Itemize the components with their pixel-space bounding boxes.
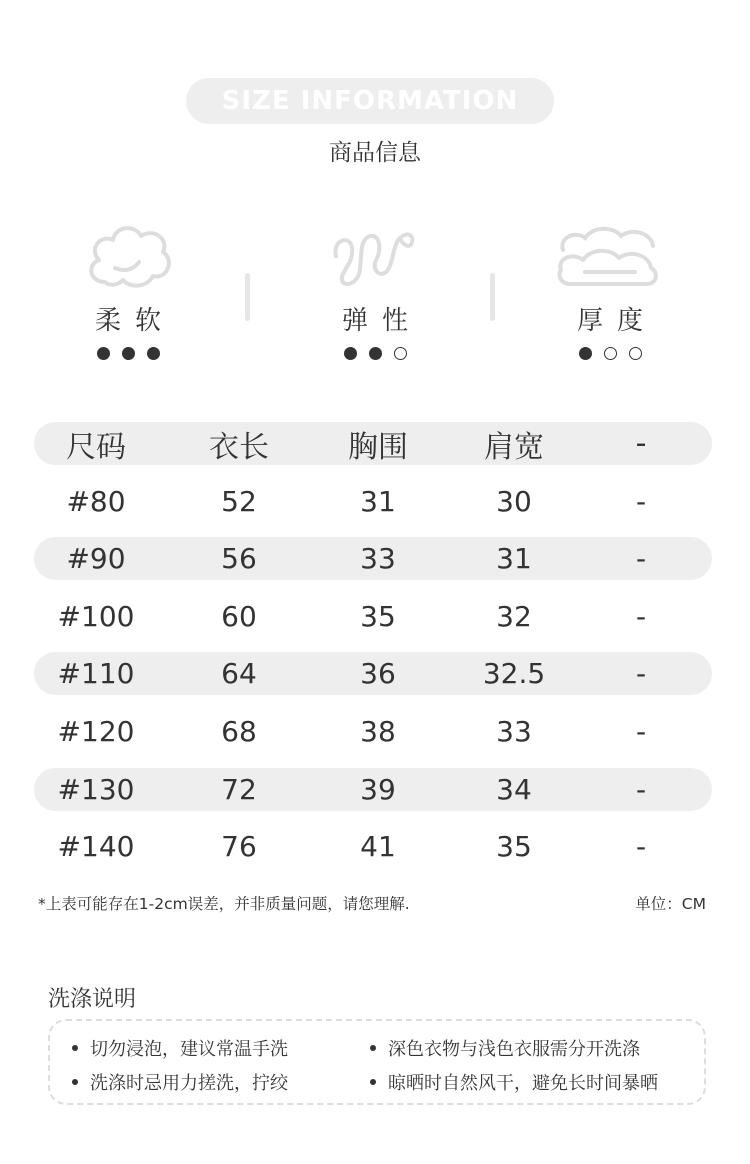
rating-dots (520, 347, 700, 360)
bullet-icon (72, 1079, 78, 1085)
table-row (34, 595, 712, 638)
bullet-icon (72, 1045, 78, 1051)
cell-size: #80 (66, 484, 126, 518)
washing-item (370, 1035, 640, 1061)
washing-item-text: 晾晒时自然风干，避免长时间暴晒 (388, 1073, 658, 1094)
bullet-icon (370, 1079, 376, 1085)
rating-dot-empty (394, 347, 407, 360)
cell-shoulder: 30 (496, 484, 532, 518)
cell-extra: - (635, 657, 647, 691)
feature-softness (38, 220, 218, 360)
column-header-length: 衣长 (209, 429, 269, 465)
cell-size: #110 (57, 657, 135, 691)
cell-size: #140 (57, 830, 135, 864)
cell-length: 60 (221, 599, 257, 633)
cell-chest: 31 (360, 484, 396, 518)
cell-chest: 38 (360, 714, 396, 748)
washing-item (72, 1069, 288, 1095)
rating-dot-empty (629, 347, 642, 360)
cell-length: 64 (221, 657, 257, 691)
column-header-size: 尺码 (66, 429, 126, 465)
table-header-row (34, 422, 712, 465)
cell-shoulder: 34 (496, 772, 532, 806)
cell-extra: - (635, 830, 647, 864)
cell-shoulder: 32.5 (482, 657, 546, 691)
washing-item-text: 切勿浸泡，建议常温手洗 (90, 1039, 288, 1060)
cell-size: #130 (57, 772, 135, 806)
feature-elasticity (285, 220, 465, 360)
table-row (34, 710, 712, 753)
cell-chest: 36 (360, 657, 396, 691)
divider (490, 273, 495, 321)
cell-chest: 39 (360, 772, 396, 806)
feature-label: 弹性 (341, 306, 422, 336)
feature-thickness (520, 220, 700, 360)
table-row (34, 825, 712, 868)
cell-extra: - (635, 484, 647, 518)
rating-dots (38, 347, 218, 360)
rating-dot-empty (604, 347, 617, 360)
washing-title: 洗涤说明 (48, 987, 137, 1012)
divider (245, 273, 250, 321)
washing-item (370, 1069, 658, 1095)
unit-label: 单位：CM (635, 895, 706, 913)
cell-extra: - (635, 599, 647, 633)
column-header-chest: 胸围 (348, 429, 408, 465)
table-row (34, 652, 712, 695)
cell-extra: - (635, 714, 647, 748)
column-header-extra: - (635, 426, 647, 461)
cell-length: 72 (221, 772, 257, 806)
cell-chest: 33 (360, 542, 396, 576)
cell-length: 56 (221, 542, 257, 576)
feature-label: 柔软 (94, 306, 175, 336)
rating-dot-filled (579, 347, 592, 360)
washing-instructions-box (48, 1019, 706, 1105)
cloud-icon (38, 220, 218, 292)
cell-chest: 41 (360, 830, 396, 864)
spring-icon (285, 220, 465, 292)
size-information-title: SIZE INFORMATION (186, 78, 554, 124)
cell-length: 52 (221, 484, 257, 518)
cell-length: 76 (221, 830, 257, 864)
table-row (34, 537, 712, 580)
column-header-shoulder: 肩宽 (484, 429, 544, 465)
page-subtitle: 商品信息 (329, 140, 421, 166)
measurement-note: *上表可能存在1-2cm误差，并非质量问题，请您理解. (38, 895, 410, 913)
cell-chest: 35 (360, 599, 396, 633)
cell-shoulder: 32 (496, 599, 532, 633)
table-row (34, 768, 712, 811)
rating-dot-filled (122, 347, 135, 360)
cell-extra: - (635, 542, 647, 576)
rating-dot-filled (147, 347, 160, 360)
rating-dot-filled (97, 347, 110, 360)
washing-item (72, 1035, 288, 1061)
washing-item-text: 深色衣物与浅色衣服需分开洗涤 (388, 1039, 640, 1060)
cell-size: #90 (66, 542, 126, 576)
table-row (34, 480, 712, 523)
clouds-stack-icon (520, 220, 700, 292)
cell-size: #120 (57, 714, 135, 748)
bullet-icon (370, 1045, 376, 1051)
cell-shoulder: 35 (496, 830, 532, 864)
rating-dot-filled (344, 347, 357, 360)
washing-item-text: 洗涤时忌用力搓洗，拧绞 (90, 1073, 288, 1094)
cell-length: 68 (221, 714, 257, 748)
size-table (34, 422, 712, 883)
rating-dot-filled (369, 347, 382, 360)
rating-dots (285, 347, 465, 360)
feature-label: 厚度 (576, 306, 657, 336)
cell-shoulder: 31 (496, 542, 532, 576)
cell-size: #100 (57, 599, 135, 633)
cell-extra: - (635, 772, 647, 806)
cell-shoulder: 33 (496, 714, 532, 748)
